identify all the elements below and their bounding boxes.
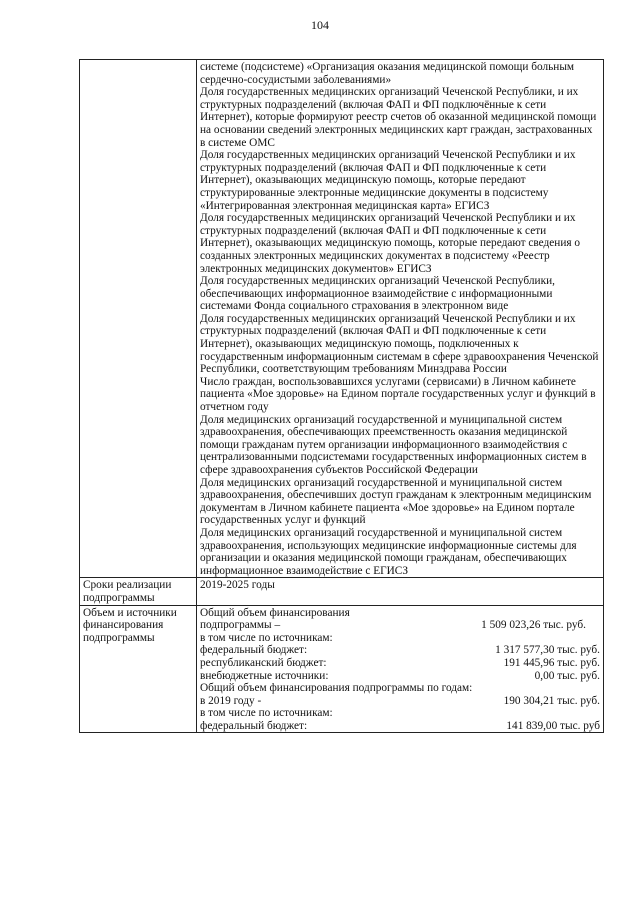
financing-sources-header-2: в том числе по источникам: (200, 707, 333, 720)
financing-federal-amount: 1 317 577,30 тыс. руб. (495, 644, 600, 657)
indicator-item: Доля государственных медицинских организаций Чеченской Республики и их структурных подразделений (включая ФАП и ФП подключенные к сети Интернет), оказывающих медицинскую помощь, которые передают сведения о созданных электронных медицинских документах в подсистему «Реестр электронных медицинских документов» ЕГИСЗ (200, 212, 581, 275)
timeline-label: Сроки реализации подпрограммы (80, 578, 197, 605)
financing-federal-2019-line (200, 720, 600, 733)
indicators-label-cell (80, 60, 197, 578)
financing-total-header: Общий объем финансирования (200, 606, 350, 619)
indicator-item: Доля государственных медицинских организаций Чеченской Республики и их структурных подразделений (включая ФАП и ФП подключенные к сети Интернет), оказывающих медицинскую помощь, которые передают структурированные электронные медицинские документы в подсистему «Интегрированная электронная медицинская карта» ЕГИСЗ (200, 149, 576, 212)
financing-republic-label: республиканский бюджет: (200, 656, 327, 669)
financing-sources-header: в том числе по источникам: (200, 631, 333, 644)
indicator-item: Доля медицинских организаций государственной и муниципальной систем здравоохранения, обеспечивающих преемственность оказания медицинской помощи гражданам путем организации информационного взаимодействия с централизованными подсистемами государственных информационных систем в сфере здравоохранения субъектов Российской Федерации (200, 413, 587, 476)
page-number: 104 (311, 18, 329, 32)
financing-federal-2019-label: федеральный бюджет: (200, 719, 308, 732)
indicator-item: Доля медицинских организаций государственной и муниципальной систем здравоохранения, использующих медицинские информационные системы для организации и оказания медицинской помощи гражданам, обеспечивающих информационное взаимодействие с ЕГИСЗ (200, 526, 577, 577)
financing-2019-label: в 2019 году - (200, 694, 262, 707)
indicator-item: Доля государственных медицинских организаций Чеченской Республики и их структурных подразделений (включая ФАП и ФП подключенные к сети Интернет), оказывающих медицинскую помощь, подключенных к государственным информационным системам в сфере здравоохранения Чеченской Республики, соответствующим требованиям Минздрава России (200, 312, 599, 376)
financing-total-amount: 1 509 023,26 тыс. руб. (481, 619, 586, 632)
indicator-item: Доля государственных медицинских организаций Чеченской Республики, обеспечивающих информационное взаимодействие с информационными системами Фонда социального страхования в электронном виде (200, 275, 555, 313)
indicator-item: Доля медицинских организаций государственной и муниципальной систем здравоохранения, обеспечивших доступ гражданам к электронным медицинским документам в Личном кабинете пациента «Мое здоровье» на Едином портале государственных услуг и функций (200, 476, 592, 527)
financing-2019-line (200, 695, 600, 708)
financing-total-label: подпрограммы – (200, 619, 281, 632)
financing-extrabudget-line (200, 670, 600, 683)
financing-extrabudget-amount: 0,00 тыс. руб. (534, 669, 600, 682)
indicator-item: Доля государственных медицинских организаций Чеченской Республики, и их структурных подразделений (включая ФАП и ФП подключённые к сети Интернет), которые формируют реестр счетов об оказанной медицинской помощи на основании сведений электронных медицинских карт граждан, застрахованных в системе ОМС (200, 86, 597, 149)
financing-by-years-header: Общий объем финансирования подпрограммы по годам: (200, 682, 473, 695)
financing-extrabudget-label: внебюджетные источники: (200, 669, 329, 682)
financing-federal-2019-amount: 141 839,00 тыс. руб (506, 719, 600, 732)
indicators-cell (197, 60, 604, 578)
financing-republic-line (200, 657, 600, 670)
financing-total-line (200, 619, 600, 632)
indicator-item: системе (подсистеме) «Организация оказания медицинской помощи больным сердечно-сосудистыми заболеваниями» (200, 61, 575, 86)
financing-federal-line (200, 644, 600, 657)
financing-row (80, 605, 604, 733)
financing-cell (197, 605, 604, 733)
financing-label: Объем и источники финансирования подпрограммы (80, 605, 197, 733)
indicator-item: Число граждан, воспользовавшихся услугами (сервисами) в Личном кабинете пациента «Мое здоровье» на Едином портале государственных услуг и функций в отчетном году (200, 375, 596, 414)
passport-table (79, 59, 604, 733)
financing-2019-amount: 190 304,21 тыс. руб. (503, 694, 600, 707)
financing-republic-amount: 191 445,96 тыс. руб. (503, 656, 600, 669)
financing-federal-label: федеральный бюджет: (200, 644, 308, 657)
timeline-row (80, 578, 604, 605)
indicators-row (80, 60, 604, 578)
timeline-value: 2019-2025 годы (197, 578, 604, 605)
